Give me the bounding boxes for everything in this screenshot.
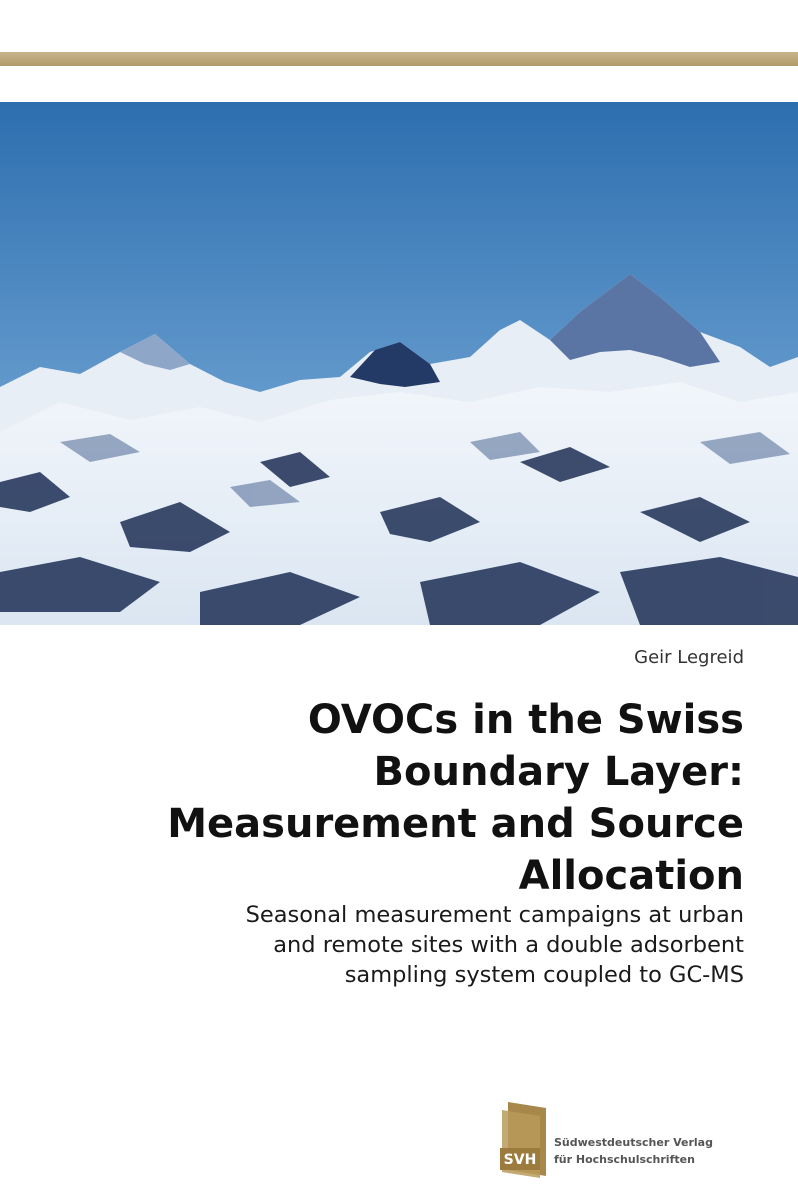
author-name: Geir Legreid [634,647,744,668]
svh-logo-text: SVH [503,1152,537,1168]
decorative-band [0,52,798,66]
mountain-landscape-photo [0,102,798,625]
publisher-line-1: Südwestdeutscher Verlag [554,1136,713,1149]
svh-logo-icon [500,1100,548,1180]
publisher-line-2: für Hochschulschriften [554,1153,695,1166]
book-subtitle: Seasonal measurement campaigns at urban and remote sites with a double adsorbent sampling system coupled to GC-MS [245,902,744,988]
publisher-name [554,1134,713,1168]
book-title: OVOCs in the Swiss Boundary Layer: Measurement and Source Allocation [167,697,744,899]
publisher-block [500,1100,760,1180]
